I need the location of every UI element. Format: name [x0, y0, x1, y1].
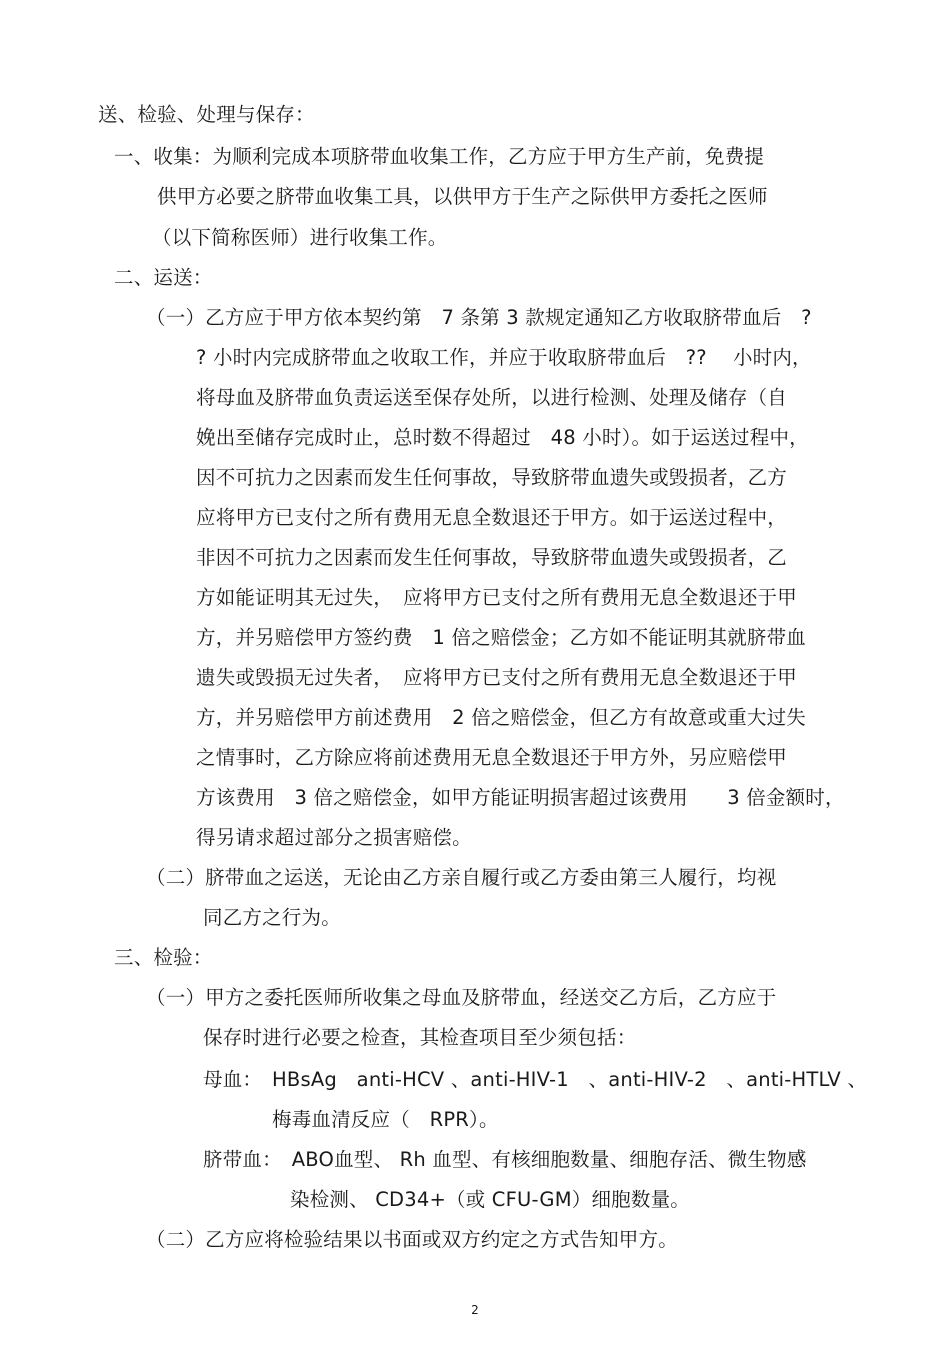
transport-clause-line: 应将甲方已支付之所有费用无息全数退还于甲方。如于运送过程中， [196, 506, 788, 529]
transport-clause-line: 方该费用 3 倍之赔偿金，如甲方能证明损害超过该费用 3 倍金额时， [196, 786, 845, 809]
transport-clause-line: 遗失或毁损无过失者， 应将甲方已支付之所有费用无息全数退还于甲 [196, 666, 797, 689]
transport-clause-2-line: 同乙方之行为。 [203, 906, 341, 929]
transport-clause-line: 方，并另赔偿甲方前述费用 2 倍之赔偿金，但乙方有故意或重大过失 [196, 706, 807, 729]
inspection-heading: 三、检验： [114, 946, 213, 969]
transport-clause-line: （一）乙方应于甲方依本契约第 7 条第 3 款规定通知乙方收取脐带血后 ? [146, 306, 812, 329]
collection-clause-line: 一、收集：为顺利完成本项脐带血收集工作，乙方应于甲方生产前，免费提 [114, 145, 765, 168]
maternal-blood-tests: 梅毒血清反应（ RPR）。 [272, 1108, 499, 1131]
cord-blood-tests: 脐带血： ABO血型、 Rh 血型、有核细胞数量、细胞存活、微生物感 [203, 1148, 807, 1171]
transport-clause-line: 得另请求超过部分之损害赔偿。 [196, 826, 472, 849]
inspection-clause-line: （一）甲方之委托医师所收集之母血及脐带血，经送交乙方后，乙方应于 [146, 986, 777, 1009]
collection-clause-line: （以下简称医师）进行收集工作。 [152, 226, 448, 249]
transport-clause-2-line: （二）脐带血之运送，无论由乙方亲自履行或乙方委由第三人履行，均视 [146, 866, 777, 889]
transport-clause-line: 之情事时，乙方除应将前述费用无息全数退还于甲方外，另应赔偿甲 [196, 746, 788, 769]
inspection-clause-2-line: （二）乙方应将检验结果以书面或双方约定之方式告知甲方。 [146, 1228, 678, 1251]
page-number: 2 [471, 1303, 479, 1317]
maternal-blood-tests: 母血： HBsAg anti-HCV 、anti-HIV-1 、anti-HIV-2 、anti-HTLV 、 [203, 1068, 868, 1091]
section-heading-line: 送、检验、处理与保存： [98, 103, 315, 126]
transport-clause-line: 方如能证明其无过失， 应将甲方已支付之所有费用无息全数退还于甲 [196, 586, 797, 609]
cord-blood-tests: 染检测、 CD34+（或 CFU-GM）细胞数量。 [290, 1188, 690, 1211]
transport-clause-line: 娩出至储存完成时止，总时数不得超过 48 小时）。如于运送过程中， [196, 426, 809, 449]
inspection-clause-line: 保存时进行必要之检查，其检查项目至少须包括： [203, 1026, 637, 1049]
collection-clause-line: 供甲方必要之脐带血收集工具，以供甲方于生产之际供甲方委托之医师 [157, 185, 768, 208]
transport-clause-line: 将母血及脐带血负责运送至保存处所，以进行检测、处理及储存（自 [196, 386, 788, 409]
transport-clause-line: 非因不可抗力之因素而发生任何事故，导致脐带血遗失或毁损者，乙 [196, 546, 788, 569]
transport-clause-line: 方，并另赔偿甲方签约费 1 倍之赔偿金；乙方如不能证明其就脐带血 [196, 626, 807, 649]
transport-clause-line: 因不可抗力之因素而发生任何事故，导致脐带血遗失或毁损者，乙方 [196, 466, 788, 489]
transport-clause-line: ? 小时内完成脐带血之收取工作，并应于收取脐带血后 ?? 小时内， [196, 346, 812, 369]
transport-heading: 二、运送： [114, 266, 213, 289]
